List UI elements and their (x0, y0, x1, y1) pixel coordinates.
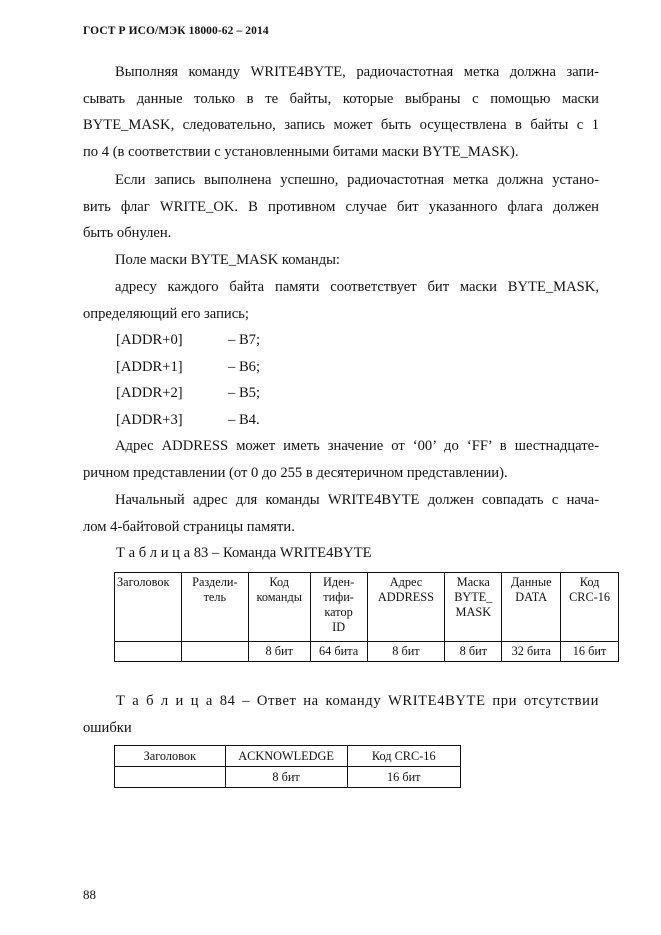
table-83-caption (116, 545, 372, 562)
text-line: Выполняя команду WRITE4BYTE, радиочастотная метка должна запи- (115, 64, 599, 80)
address-label: [ADDR+0] (116, 332, 183, 348)
header-cell: Код команды (248, 573, 310, 642)
value-cell: 32 бита (502, 642, 561, 662)
header-cell: Заголовок (115, 573, 182, 642)
header-cell: Адрес ADDRESS (367, 573, 445, 642)
text-line: Адрес ADDRESS может иметь значение от ‘00’ до ‘FF’ в шестнадцате- (115, 438, 599, 454)
text-line: лом 4-байтовой страницы памяти. (83, 518, 295, 535)
paragraph-byte-mask-rule (83, 274, 599, 327)
text-line: Поле маски BYTE_MASK команды: (115, 252, 340, 268)
text-line: по 4 (в соответствии с установленными битами маски BYTE_MASK). (83, 143, 519, 160)
caption-text: 83 – Команда WRITE4BYTE (193, 545, 372, 561)
address-bit-row (116, 380, 260, 407)
caption-line (83, 688, 599, 715)
table-header-row (115, 746, 461, 767)
address-bit-row (116, 407, 260, 434)
page-number: 88 (83, 887, 96, 902)
header-cell: Иден- тифи- катор ID (310, 573, 367, 642)
address-bit-list (116, 327, 260, 433)
header-cell: Данные DATA (502, 573, 561, 642)
bit-label: – B5; (228, 385, 261, 401)
text-line: адресу каждого байта памяти соответствует бит маски BYTE_MASK, (115, 279, 599, 295)
text-line: Если запись выполнена успешно, радиочастотная метка должна устано- (115, 172, 599, 188)
text-line: быть обнулен. (83, 225, 172, 241)
table-84-response (114, 745, 461, 788)
header-cell: ACKNOWLEDGE (225, 746, 347, 767)
value-cell: 8 бит (445, 642, 502, 662)
bit-label: – B7; (228, 332, 261, 348)
value-cell: 8 бит (367, 642, 445, 662)
address-label: [ADDR+3] (116, 411, 183, 428)
value-cell (115, 642, 182, 662)
table-83-command (114, 572, 619, 662)
text-line: ричном представлении (от 0 до 255 в десятеричном представлении). (83, 464, 508, 481)
paragraph-byte-mask-field (83, 247, 599, 274)
header-cell: Раздели- тель (181, 573, 248, 642)
address-bit-row (116, 354, 260, 381)
header-cell: Маска BYTE_ MASK (445, 573, 502, 642)
text-line: Начальный адрес для команды WRITE4BYTE должен совпадать с нача- (115, 492, 599, 508)
bit-label: – B4. (228, 411, 260, 428)
caption-text: Т а б л и ц а 84 – Ответ на команду WRITE4BYTE при отсутствии (116, 693, 599, 709)
bit-label: – B6; (228, 358, 261, 375)
paragraph-write-ok-flag (83, 167, 599, 247)
value-cell: 64 бита (310, 642, 367, 662)
text-line: BYTE_MASK, следовательно, запись может быть осуществлена в байты с 1 (83, 117, 599, 133)
table-row (115, 642, 619, 662)
table-84-caption (83, 688, 599, 741)
paragraph-address-range (83, 433, 599, 486)
header-cell: Код CRC-16 (347, 746, 461, 767)
paragraph-start-address (83, 487, 599, 540)
header-cell: Заголовок (115, 746, 226, 767)
caption-label: Т а б л и ц а (116, 545, 191, 561)
text-line: сывать данные только в те байты, которые выбраны с помощью маски (83, 90, 599, 107)
paragraph-write4byte-description (83, 59, 599, 165)
value-cell (115, 767, 226, 788)
standard-header: ГОСТ Р ИСО/МЭК 18000-62 – 2014 (83, 25, 269, 37)
header-cell: Код CRC-16 (561, 573, 619, 642)
address-label: [ADDR+2] (116, 385, 183, 401)
text-line: определяющий его запись; (83, 305, 249, 322)
value-cell: 8 бит (248, 642, 310, 662)
caption-line: ошибки (83, 719, 132, 736)
address-label: [ADDR+1] (116, 358, 183, 375)
value-cell: 16 бит (347, 767, 461, 788)
table-header-row (115, 573, 619, 642)
value-cell (181, 642, 248, 662)
text-line: вить флаг WRITE_OK. В противном случае бит указанного флага должен (83, 198, 599, 215)
table-row (115, 767, 461, 788)
value-cell: 16 бит (561, 642, 619, 662)
value-cell: 8 бит (225, 767, 347, 788)
address-bit-row (116, 327, 260, 354)
